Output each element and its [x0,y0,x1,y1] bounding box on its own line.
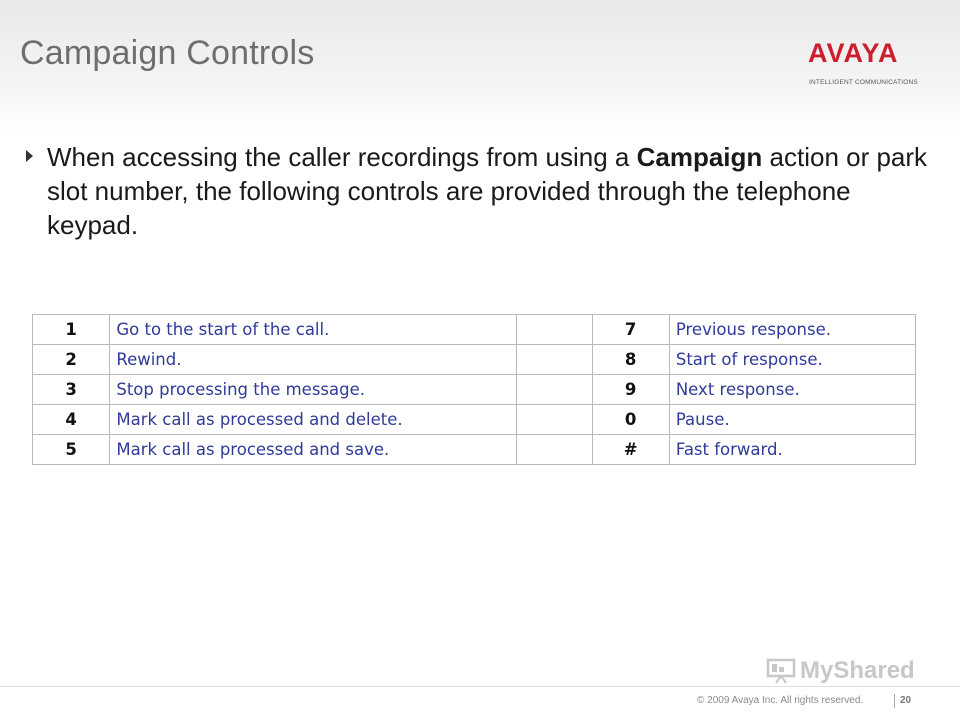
bullet-text-bold: Campaign [636,142,763,172]
key-cell: 9 [592,375,669,405]
page-number-separator [894,694,895,708]
presentation-screen-icon [766,658,796,684]
watermark-text: MyShared [800,657,915,684]
spacer-cell [517,435,592,465]
spacer-cell [517,375,592,405]
keypad-controls-table [32,314,916,465]
description-cell: Rewind. [110,345,517,375]
key-cell: 2 [33,345,110,375]
key-cell: 8 [592,345,669,375]
description-cell: Go to the start of the call. [110,315,517,345]
bullet-point [26,140,931,242]
key-cell: 5 [33,435,110,465]
description-cell: Previous response. [669,315,915,345]
spacer-cell [517,345,592,375]
logo-tagline: INTELLIGENT COMMUNICATIONS [809,79,918,86]
table-row [33,315,916,345]
key-cell: 7 [592,315,669,345]
page-number: 20 [900,695,912,706]
key-cell: # [592,435,669,465]
spacer-cell [517,315,592,345]
key-cell: 3 [33,375,110,405]
spacer-cell [517,405,592,435]
table-row [33,435,916,465]
slide-title: Campaign Controls [20,34,315,72]
key-cell: 4 [33,405,110,435]
bullet-text [47,140,931,242]
description-cell: Start of response. [669,345,915,375]
logo-brand: AVAYA [808,38,899,68]
description-cell: Stop processing the message. [110,375,517,405]
bullet-text-after: action or park slot number, the following controls are provided through the telephone keypad. [47,142,928,240]
key-cell: 1 [33,315,110,345]
description-cell: Mark call as processed and delete. [110,405,517,435]
myshared-watermark [766,656,926,688]
footer-divider [0,686,960,687]
copyright-text: © 2009 Avaya Inc. All rights reserved. [697,695,864,706]
key-cell: 0 [592,405,669,435]
description-cell: Fast forward. [669,435,915,465]
description-cell: Next response. [669,375,915,405]
avaya-logo [808,38,916,90]
table-row [33,375,916,405]
bullet-arrow-icon [26,150,33,162]
table-row [33,405,916,435]
description-cell: Pause. [669,405,915,435]
bullet-text-before: When accessing the caller recordings from using a [47,142,637,172]
description-cell: Mark call as processed and save. [110,435,517,465]
table-row [33,345,916,375]
